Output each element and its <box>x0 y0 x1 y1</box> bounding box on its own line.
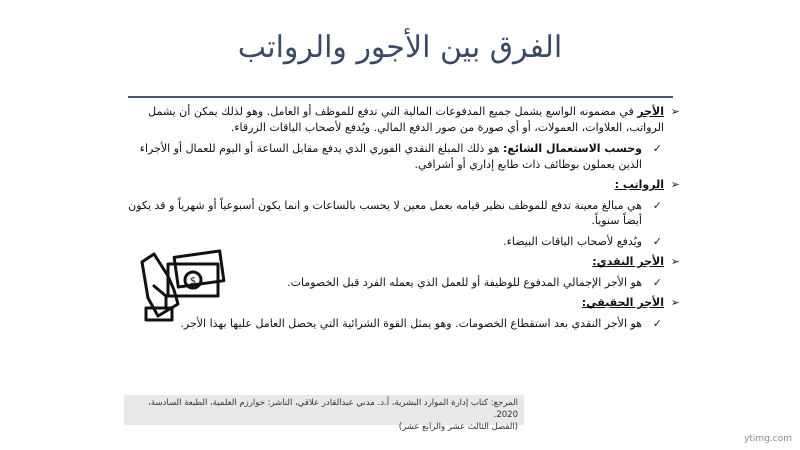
hand-money-icon <box>138 246 230 322</box>
salaries-header-row <box>128 177 680 193</box>
real-wage-point-text: هو الأجر النقدي بعد استقطاع الخصومات. وهو يمثل القوة الشرائية التي يحصل العامل عليها بهذا الأجر. <box>180 316 642 330</box>
watermark: ytimg.com <box>744 434 792 444</box>
salaries-header: الرواتب : <box>614 178 664 191</box>
arrow-bullet-icon: ➢ <box>670 255 680 268</box>
arrow-bullet-icon: ➢ <box>670 178 680 191</box>
checkmark-icon: ✓ <box>652 316 662 330</box>
salaries-point-2-text: ويُدفع لأصحاب الياقات البيضاء. <box>503 234 642 248</box>
wages-term: الأجر <box>637 105 664 118</box>
salaries-point-1 <box>128 198 680 229</box>
checkmark-icon: ✓ <box>652 275 662 289</box>
wages-text: في مضمونه الواسع يشمل جميع المدفوعات المالية التي تدفع للموظف أو العامل. وهو لذلك يمكن أن يشمل الرواتب، العلاوات، العمولات، أو أي صورة من صور الدفع المالي. ويُدفع لأصحاب الياقات الزرقاء. <box>148 105 664 134</box>
arrow-bullet-icon: ➢ <box>670 105 680 118</box>
reference-box <box>124 395 524 432</box>
checkmark-icon: ✓ <box>652 142 662 155</box>
reference-line-2: (الفصل الثالث عشر والرابع عشر) <box>398 422 518 432</box>
svg-text:$: $ <box>189 276 197 287</box>
common-usage-term: وحسب الاستعمال الشائع: <box>502 142 642 155</box>
arrow-bullet-icon: ➢ <box>670 296 680 309</box>
common-usage-text: هو ذلك المبلغ النقدي الفوري الذي يدفع مقابل الساعة أو اليوم للعمال أو الأجراء الذين يعملون بوظائف ذات طابع إداري أو أشرافي. <box>139 142 642 171</box>
wages-definition <box>128 104 680 135</box>
cash-wage-point-text: هو الأجر الإجمالي المدفوع للوظيفة أو للعمل الذي يعمله الفرد قبل الخصومات. <box>287 275 642 289</box>
checkmark-icon: ✓ <box>652 234 662 248</box>
page-title: الفرق بين الأجور والرواتب <box>237 30 563 65</box>
cash-wage-header: الأجر النقدي: <box>592 255 664 268</box>
salaries-point-1-text: هي مبالغ معينة تدفع للموظف نظير قيامه بعمل معين لا يحسب بالساعات و انما يكون أسبوعياً أو شهرياً و قد يكون أيضاً سنوياً. <box>128 198 642 227</box>
reference-line-1: المرجع: كتاب إدارة الموارد البشرية، أ.د. مدني عبدالقادر علاقي، الناشر: خوارزم العلمية، الطبعة السادسة، 2020. <box>148 398 518 420</box>
title-divider <box>128 96 673 98</box>
checkmark-icon: ✓ <box>652 198 662 212</box>
wages-common-usage <box>128 141 680 172</box>
real-wage-header: الأجر الحقيقي: <box>581 296 664 309</box>
